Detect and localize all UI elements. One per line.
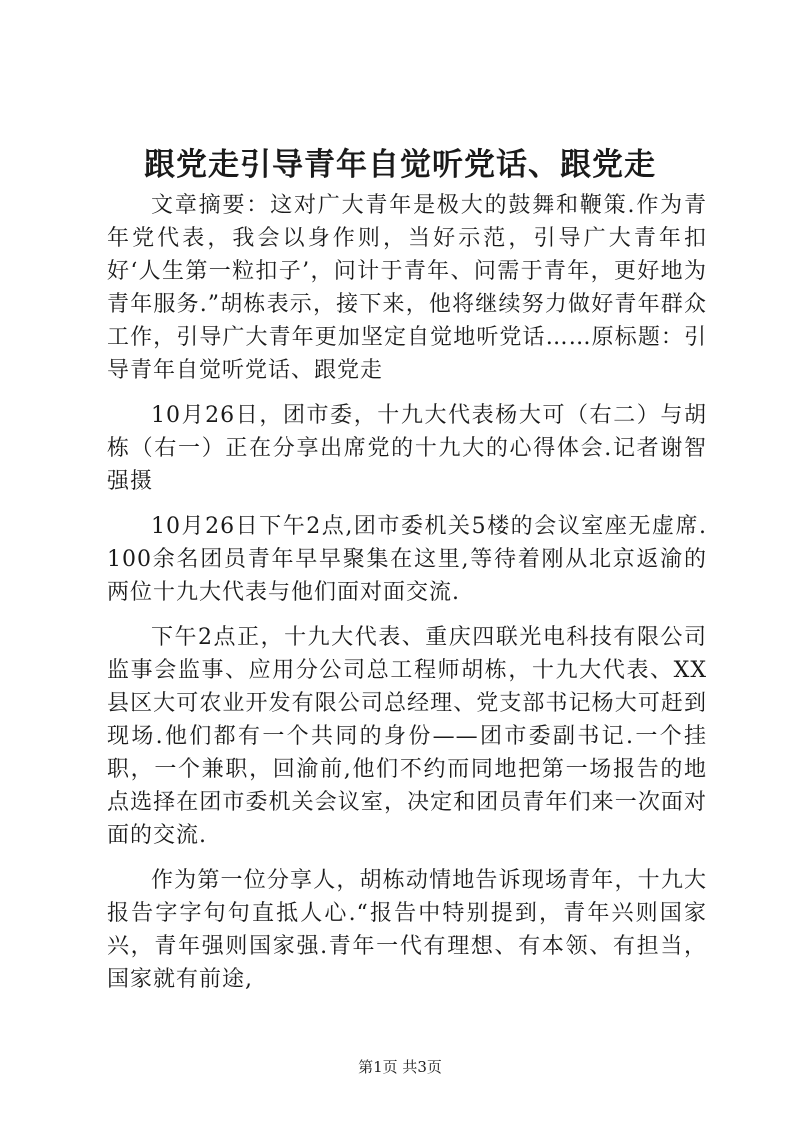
paragraph-meeting: 10月26日下午2点,团市委机关5楼的会议室座无虚席.100余名团员青年早早聚集在这里,等待着刚从北京返渝的两位十九大代表与他们面对面交流. [107,514,707,605]
paragraph-first-speaker: 作为第一位分享人，胡栋动情地告诉现场青年，十九大报告字字句句直抵人心.“报告中特别提到，青年兴则国家兴，青年强则国家强.青年一代有理想、有本领、有担当，国家就有前途, [107,868,707,992]
paragraph-photo-caption: 10月26日，团市委，十九大代表杨大可（右二）与胡栋（右一）正在分享出席党的十九大的心得体会.记者谢智强摄 [107,403,707,494]
document-body [107,189,707,1008]
paragraph-abstract: 文章摘要：这对广大青年是极大的鼓舞和鞭策.作为青年党代表，我会以身作则，当好示范，引导广大青年扣好‘人生第一粒扣子’，问计于青年、问需于青年，更好地为青年服务.”胡栋表示，接下来，他将继续努力做好青年群众工作，引导广大青年更加坚定自觉地听党话……原标题：引导青年自觉听党话、跟党走 [107,193,707,383]
paragraph-representatives: 下午2点正，十九大代表、重庆四联光电科技有限公司监事会监事、应用分公司总工程师胡栋，十九大代表、XX县区大可农业开发有限公司总经理、党支部书记杨大可赶到现场.他们都有一个共同的身份——团市委副书记.一个挂职，一个兼职，回渝前,他们不约而同地把第一场报告的地点选择在团市委机关会议室，决定和团员青年们来一次面对面的交流. [107,625,707,848]
page-footer: 第1页 共3页 [358,1058,442,1076]
document-title: 跟党走引导青年自觉听党话、跟党走 [144,147,656,183]
